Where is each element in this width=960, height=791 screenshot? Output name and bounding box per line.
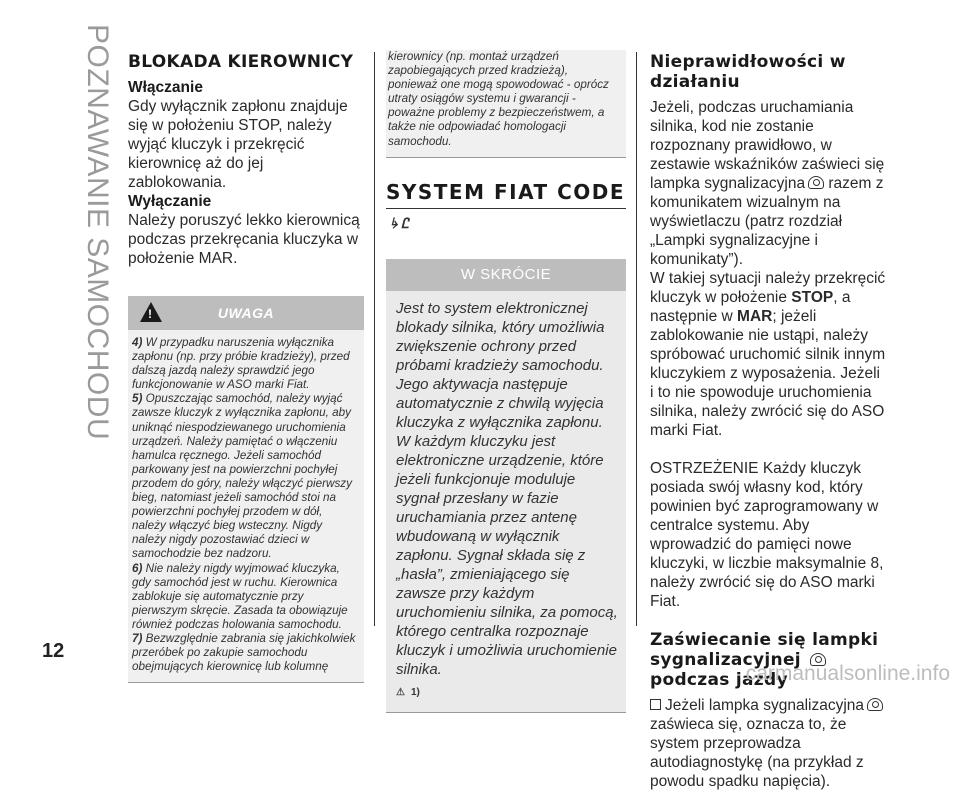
- heading-underline: [386, 208, 626, 209]
- fiat-code-lamp-icon: [808, 176, 824, 189]
- reference-note: ⚠ 1): [396, 686, 420, 698]
- summary-body: [386, 291, 626, 712]
- section-heading-lamp-while-driving: Zaświecanie się lampki sygnalizacyjnej podczas jazdy: [650, 630, 879, 690]
- section-heading-malfunctions: Nieprawidłowości w działaniu: [650, 52, 846, 92]
- side-section-title: POZNAWANIE SAMOCHODU: [81, 24, 114, 441]
- summary-text: Jest to system elektronicznej blokady silnika, który umożliwia zwiększenie ochrony przed próbami kradzieży samochodu. Jego aktywacja następuje automatycznie z chwilą wyjęcia kluczyka z wyłącznika zapłonu. W każdym kluczyku jest elektroniczne urządzenie, które jeżeli funkcjonuje moduluje sygnał przesłany w fazie uruchamiania przez antenę wbudowaną w wyłącznik zapłonu. Sygnał składa się z „hasła”, zmieniającego się zawsze przy każdym uruchomieniu silnika, za pomocą, którego centralka rozpoznaje kluczyk i umożliwia uruchomienie silnika.: [396, 299, 618, 678]
- paragraph-lamp-while-driving: Jeżeli lampka sygnalizacyjna zaświeca się, oznacza to, że system przeprowadza autodiagnostykę (na przykład z powodu spadku napięcia).: [650, 696, 886, 791]
- key-code-icon: ↳ Ꮭ: [386, 214, 409, 231]
- warning-continuation: kierownicy (np. montaż urządzeń zapobiegających przed kradzieżą), ponieważ one mogą spowodować - oprócz utraty osiągów systemu i gwarancji - poważne problemy z bezpieczeństwem, a także nie odpowiadać homologacji samochodu.: [386, 50, 626, 158]
- summary-box: [386, 259, 626, 713]
- column-left: [128, 52, 364, 683]
- warning-header: [128, 296, 364, 330]
- warning-box: [128, 296, 364, 683]
- page-number: 12: [42, 640, 65, 662]
- fiat-code-lamp-icon: [867, 698, 883, 711]
- subheading-disengaging: Wyłączanie: [128, 193, 212, 210]
- warning-reference-icon: ⚠: [396, 686, 405, 698]
- column-divider: [636, 52, 637, 626]
- paragraph-malfunction: Jeżeli, podczas uruchamiania silnika, kod nie zostanie rozpoznany prawidłowo, w zestawie wskaźników zaświeci się lampka sygnalizacyjna razem z komunikatem wizualnym na wyświetlaczu (patrz rozdział „Lampki sygnalizacyjne i komunikaty”).: [650, 99, 885, 268]
- column-divider: [374, 52, 375, 626]
- section-heading-steering-lock: BLOKADA KIEROWNICY: [128, 52, 354, 72]
- warning-item: 5) Opuszczając samochód, należy wyjąć zawsze kluczyk z wyłącznika zapłonu, aby uniknąć niespodziewanego uruchomienia urządzeń. Należy pamiętać o włączeniu hamulca ręcznego. Jeżeli samochód parkowany jest na powierzchni pochyłej przodem do góry, należy włączyć pierwszy bieg, natomiast jeżeli samochód stoi na powierzchni pochyłej przodem w dół, należy włączyć bieg wsteczny. Nigdy należy nigdy pozostawiać dzieci w samochodzie bez nadzoru.: [132, 392, 352, 561]
- watermark: carmanualsonline.info: [745, 662, 950, 685]
- warning-title: UWAGA: [217, 305, 275, 321]
- section-heading-fiat-code: SYSTEM FIAT CODE: [386, 179, 626, 204]
- paragraph-disengaging: Należy poruszyć lekko kierownicą podczas przekręcania kluczyka w położenie MAR.: [128, 212, 360, 267]
- paragraph-engaging: Gdy wyłącznik zapłonu znajduje się w położeniu STOP, należy wyjąć kluczyk i przekręcić kierownicę aż do jej zablokowania.: [128, 98, 348, 191]
- warning-item: 4) W przypadku naruszenia wyłącznika zapłonu (np. przy próbie kradzieży), przed dalszą jazdą należy sprawdzić jego funkcjonowanie w ASO marki Fiat.: [132, 336, 350, 392]
- bullet-square-icon: [650, 699, 661, 710]
- paragraph-key-position: W takiej sytuacji należy przekręcić kluczyk w położenie STOP, a następnie w MAR; jeżeli zablokowanie nie ustąpi, należy spróbować uruchomić silnik innym kluczykiem z wyposażenia. Jeżeli i to nie spowoduje uruchomienia silnika, należy zwrócić się do ASO marki Fiat.: [650, 270, 886, 439]
- summary-title: W SKRÓCIE: [386, 259, 626, 291]
- warning-body: [128, 330, 364, 682]
- column-middle: [386, 52, 626, 713]
- subheading-engaging: Włączanie: [128, 79, 203, 96]
- warning-item: 6) Nie należy nigdy wyjmować kluczyka, gdy samochód jest w ruchu. Kierownica zablokuje się automatycznie przy pierwszym skręcie. Zasada ta obowiązuje również podczas holowania samochodu.: [132, 561, 348, 631]
- paragraph-warning-keys: OSTRZEŻENIE Każdy kluczyk posiada swój własny kod, który powinien być zaprogramowany w centralce systemu. Aby wprowadzić do pamięci nowe kluczyki, w liczbie maksymalnie 8, należy zwrócić się do ASO marki Fiat.: [650, 460, 884, 610]
- warning-item: 7) Bezwzględnie zabrania się jakichkolwiek przeróbek po zakupie samochodu obejmujących kierownicę lub kolumnę: [132, 631, 356, 674]
